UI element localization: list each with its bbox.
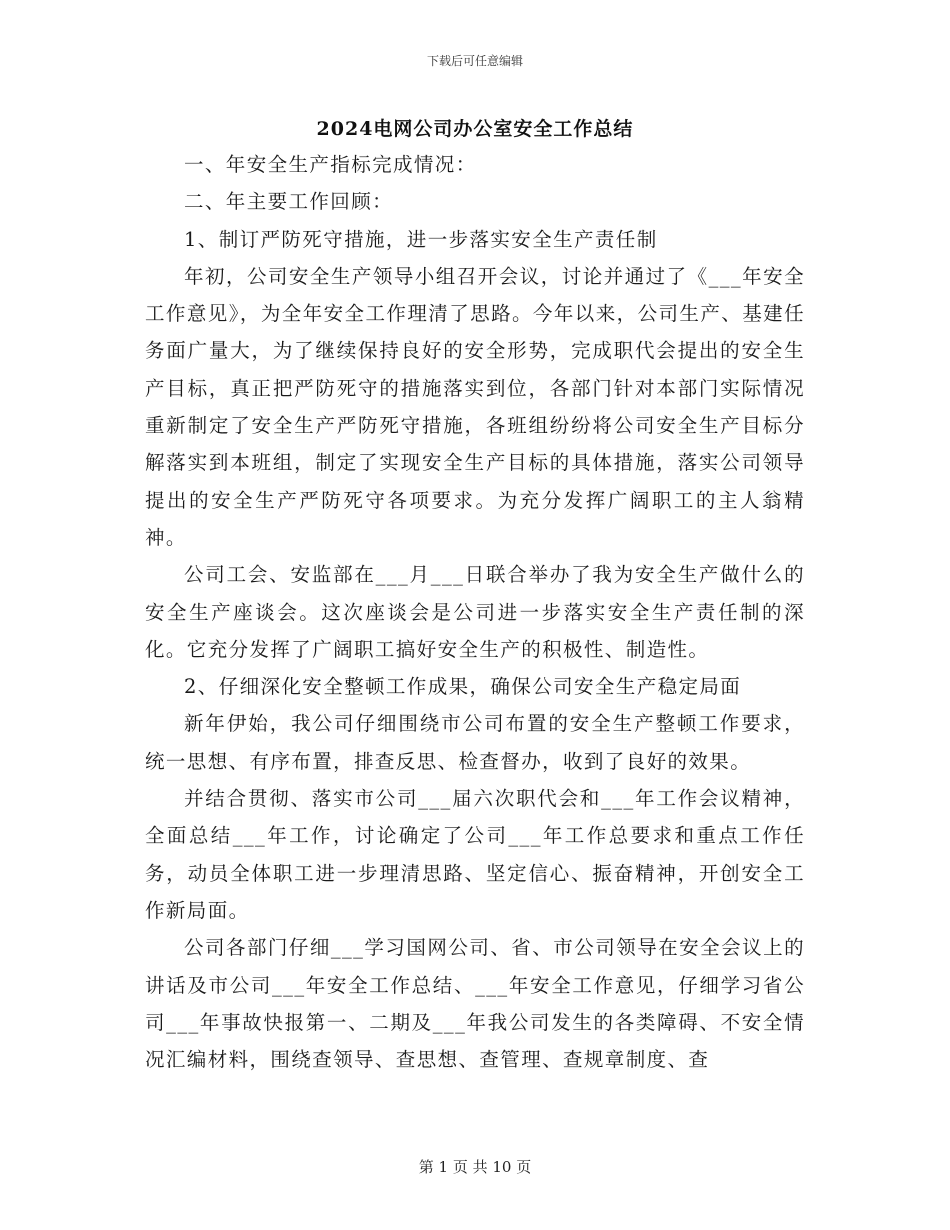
paragraph: 1、制订严防死守措施，进一步落实安全生产责任制 (184, 227, 658, 251)
paragraph: 一、年安全生产指标完成情况： (184, 153, 477, 176)
page-header-note: 下载后可任意编辑 (426, 54, 523, 68)
paragraph: 年初，公司安全生产领导小组召开会议，讨论并通过了《___年安全工作意见》，为全年安全工作理清了思路。今年以来，公司生产、基建任务面广量大，为了继续保持良好的安全形势，完成职代会提出的安全生产目标，真正把严防死守的措施落实到位，各部门针对本部门实际情况重新制定了安全生产严防死守措施，各班组纷纷将公司安全生产目标分解落实到本班组，制定了实现安全生产目标的具体措施，落实公司领导提出的安全生产严防死守各项要求。为充分发挥广阔职工的主人翁精神。 (145, 264, 805, 549)
document-body (145, 146, 805, 1078)
paragraph: 公司工会、安监部在___月___日联合举办了我为安全生产做什么的安全生产座谈会。这次座谈会是公司进一步落实安全生产责任制的深化。它充分发挥了广阔职工搞好安全生产的积极性、制造性。 (145, 563, 805, 661)
paragraph: 2、仔细深化安全整顿工作成果，确保公司安全生产稳定局面 (184, 675, 742, 699)
paragraph: 新年伊始，我公司仔细围绕市公司布置的安全生产整顿工作要求，统一思想、有序布置，排查反思、检查督办，收到了良好的效果。 (145, 712, 805, 773)
page-number-footer: 第 1 页 共 10 页 (418, 1158, 532, 1176)
paragraph: 公司各部门仔细___学习国网公司、省、市公司领导在安全会议上的讲话及市公司___年安全工作总结、___年安全工作意见，仔细学习省公司___年事故快报第一、二期及___年我公司发生的各类障碍、不安全情况汇编材料，围绕查领导、查思想、查管理、查规章制度、查 (145, 936, 805, 1072)
document-title: 2024电网公司办公室安全工作总结 (316, 118, 634, 140)
paragraph: 二、年主要工作回顾： (184, 190, 394, 214)
paragraph: 并结合贯彻、落实市公司___届六次职代会和___年工作会议精神，全面总结___年工作，讨论确定了公司___年工作总要求和重点工作任务，动员全体职工进一步理清思路、坚定信心、振奋精神，开创安全工作新局面。 (145, 787, 805, 922)
